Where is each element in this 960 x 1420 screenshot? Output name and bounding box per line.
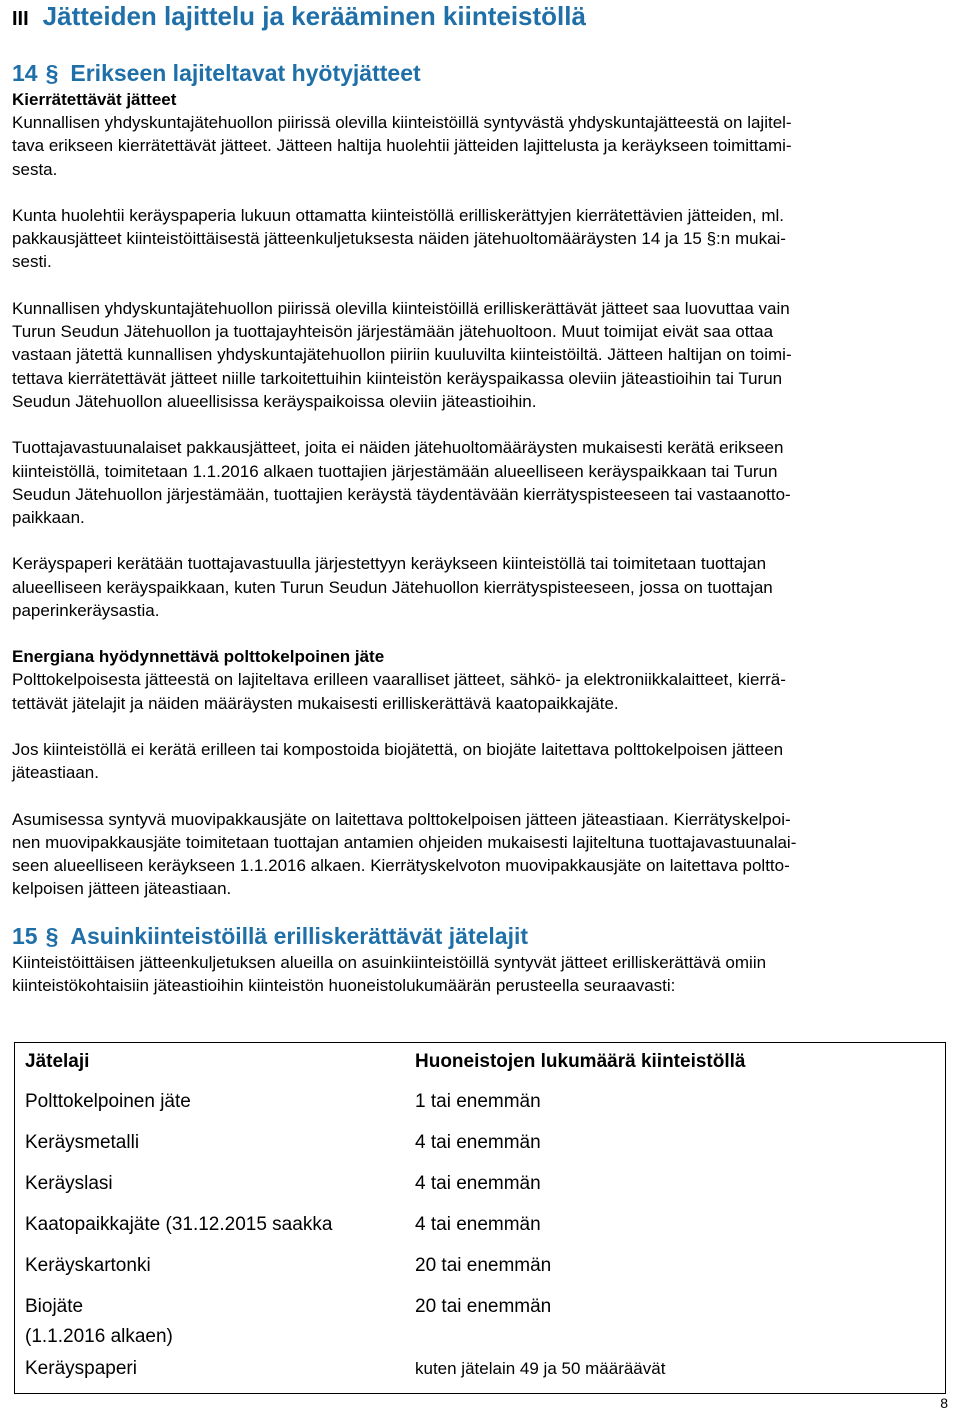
paragraph-6 [12,668,948,715]
text-line: paperinkeräysastia. [12,601,160,621]
text-line: Kunnallisen yhdyskuntajätehuollon piirissä olevilla kiinteistöillä erilliskerättävät jätteet saa luovuttaa vain [12,298,790,318]
table-row [15,1290,946,1322]
table-row [15,1085,946,1126]
waste-type-cell: Keräyslasi [25,1173,113,1194]
waste-type-cell: Kaatopaikkajäte (31.12.2015 saakka [25,1214,333,1235]
text-line: Kunnallisen yhdyskuntajätehuollon piirissä olevilla kiinteistöillä syntyvästä yhdyskuntajätteestä on lajitel- [12,113,792,132]
apartment-count-cell [405,1322,946,1352]
apartment-count-cell: 1 tai enemmän [415,1091,541,1112]
text-line: nen muovipakkausjäte toimitetaan tuottajan antamien ohjeiden mukaisesti lajiteltuna tuottajavastuunalai- [12,832,797,852]
waste-type-cell: Polttokelpoinen jäte [25,1091,191,1112]
column-header-waste-type: Jätelaji [25,1051,90,1072]
text-line: kelpoisen jätteen jäteastiaan. [12,879,232,899]
section-title: Asuinkiinteistöillä erilliskerättävät jätelajit [70,922,529,949]
table-row [15,1322,946,1352]
text-line: vastaan jätettä kunnallisen yhdyskuntajätehuollon piiriin kuuluvilta kiinteistöiltä. Jätteen haltijan on toimi- [12,345,792,365]
text-line: jäteastiaan. [12,763,99,783]
text-line: alueelliseen keräyspaikkaan, kuten Turun Seudun Jätehuollon kierrätyspisteeseen, jossa on tuottajan [12,577,773,597]
section-number: 14 [12,60,38,86]
text-line: Keräyspaperi kerätään tuottajavastuulla järjestettyyn keräykseen kiinteistöllä tai toimitetaan tuottajan [12,554,767,574]
apartment-count-cell: kuten jätelain 49 ja 50 määräävät [415,1359,666,1378]
paragraph-4 [12,436,948,529]
waste-type-cell: Keräyskartonki [25,1255,151,1276]
waste-type-cell: Keräyspaperi [25,1358,137,1379]
chapter-title: Jätteiden lajittelu ja kerääminen kiinteistöllä [42,1,586,31]
table-row [15,1352,946,1394]
apartment-count-cell: 4 tai enemmän [415,1214,541,1235]
text-line: sesti. [12,252,52,272]
apartment-count-cell: 4 tai enemmän [415,1132,541,1153]
text-line: paikkaan. [12,508,85,528]
section-mark: § [45,60,59,86]
apartment-count-cell: 20 tai enemmän [415,1296,552,1317]
waste-type-cell: Keräysmetalli [25,1132,140,1153]
text-line: Jos kiinteistöllä ei kerätä erilleen tai kompostoida biojätettä, on biojäte laitettava polttokelpoisen jätteen [12,739,784,759]
subheading-recyclables: Kierrätettävät jätteet [12,90,177,109]
text-line: tettava kierrätettävät jätteet niille tarkoitettuihin kiinteistön keräyspaikassa oleviin jäteastioihin tai Turun [12,368,783,388]
section-14-heading [12,58,948,88]
paragraph-7 [12,738,948,785]
section-title: Erikseen lajiteltavat hyötyjätteet [70,60,421,86]
text-line: sesta. [12,159,58,179]
section-mark: § [45,922,59,949]
table-row [15,1249,946,1290]
apartment-count-cell: 4 tai enemmän [415,1173,541,1194]
table-row [15,1167,946,1208]
section-15-heading [12,921,948,951]
text-line: pakkausjätteet kiinteistöittäisestä jätteenkuljetuksesta näiden jätehuoltomääräysten 14 ja 15 §:n mukai- [12,229,786,249]
chapter-heading [12,0,948,32]
paragraph-2 [12,204,948,274]
waste-type-table [14,1042,946,1394]
waste-type-cell: (1.1.2016 alkaen) [25,1326,173,1347]
subheading-combustible: Energiana hyödynnettävä polttokelpoinen jäte [12,647,385,667]
text-line: Turun Seudun Jätehuollon ja tuottajayhteisön järjestämään jätehuoltoon. Muut toimijat eivät saa ottaa [12,322,774,342]
waste-type-cell: Biojäte [25,1296,84,1317]
paragraph-1 [12,111,948,181]
text-line: Tuottajavastuunalaiset pakkausjätteet, joita ei näiden jätehuoltomääräysten mukaisesti kerätä erikseen [12,438,784,458]
text-line: Seudun Jätehuollon alueellisissa keräyspaikoissa oleviin jäteastioihin. [12,391,537,411]
table-row [15,1126,946,1167]
text-line: Kiinteistöittäisen jätteenkuljetuksen alueilla on asuinkiinteistöillä syntyvät jätteet erilliskerättävä omiin [12,952,767,972]
section-number: 15 [12,922,38,949]
apartment-count-cell: 20 tai enemmän [415,1255,552,1276]
text-line: tava erikseen kierrätettävät jätteet. Jätteen haltija huolehtii jätteiden lajittelusta ja keräykseen toimittami- [12,136,792,156]
text-line: seen alueelliseen keräykseen 1.1.2016 alkaen. Kierrätyskelvoton muovipakkausjäte on laitettava poltto- [12,856,790,876]
text-line: Asumisessa syntyvä muovipakkausjäte on laitettava polttokelpoisen jätteen jäteastiaan. Kierrätyskelpoi- [12,809,791,829]
table-header-row [15,1043,946,1086]
document-page [12,0,948,1379]
paragraph-3 [12,297,948,413]
text-line: Kunta huolehtii keräyspaperia lukuun ottamatta kiinteistöllä erilliskerättyjen kierrätettävien jätteiden, ml. [12,205,785,225]
table-row [15,1208,946,1249]
paragraph-8 [12,808,948,901]
text-line: tettävät jätelajit ja näiden määräysten mukaisesti erilliskerättävä kaatopaikkajäte. [12,693,619,713]
text-line: Seudun Jätehuollon järjestämään, tuottajien keräystä täydentävään kierrätyspisteeseen tai vastaanotto- [12,484,791,504]
column-header-apartment-count: Huoneistojen lukumäärä kiinteistöllä [415,1051,746,1072]
paragraph-5 [12,552,948,622]
paragraph-15-1 [12,951,948,998]
text-line: kiinteistöllä, toimitetaan 1.1.2016 alkaen tuottajien järjestämään alueelliseen keräyspaikkaan tai Turun [12,461,778,481]
page-number: 8 [940,1395,948,1411]
chapter-number: III [12,8,29,30]
text-line: kiinteistökohtaisiin jäteastioihin kiinteistön huoneistolukumäärän perusteella seuraavasti: [12,976,676,996]
text-line: Polttokelpoisesta jätteestä on lajiteltava erilleen vaaralliset jätteet, sähkö- ja elektroniikkalaitteet, kierrä- [12,670,786,690]
